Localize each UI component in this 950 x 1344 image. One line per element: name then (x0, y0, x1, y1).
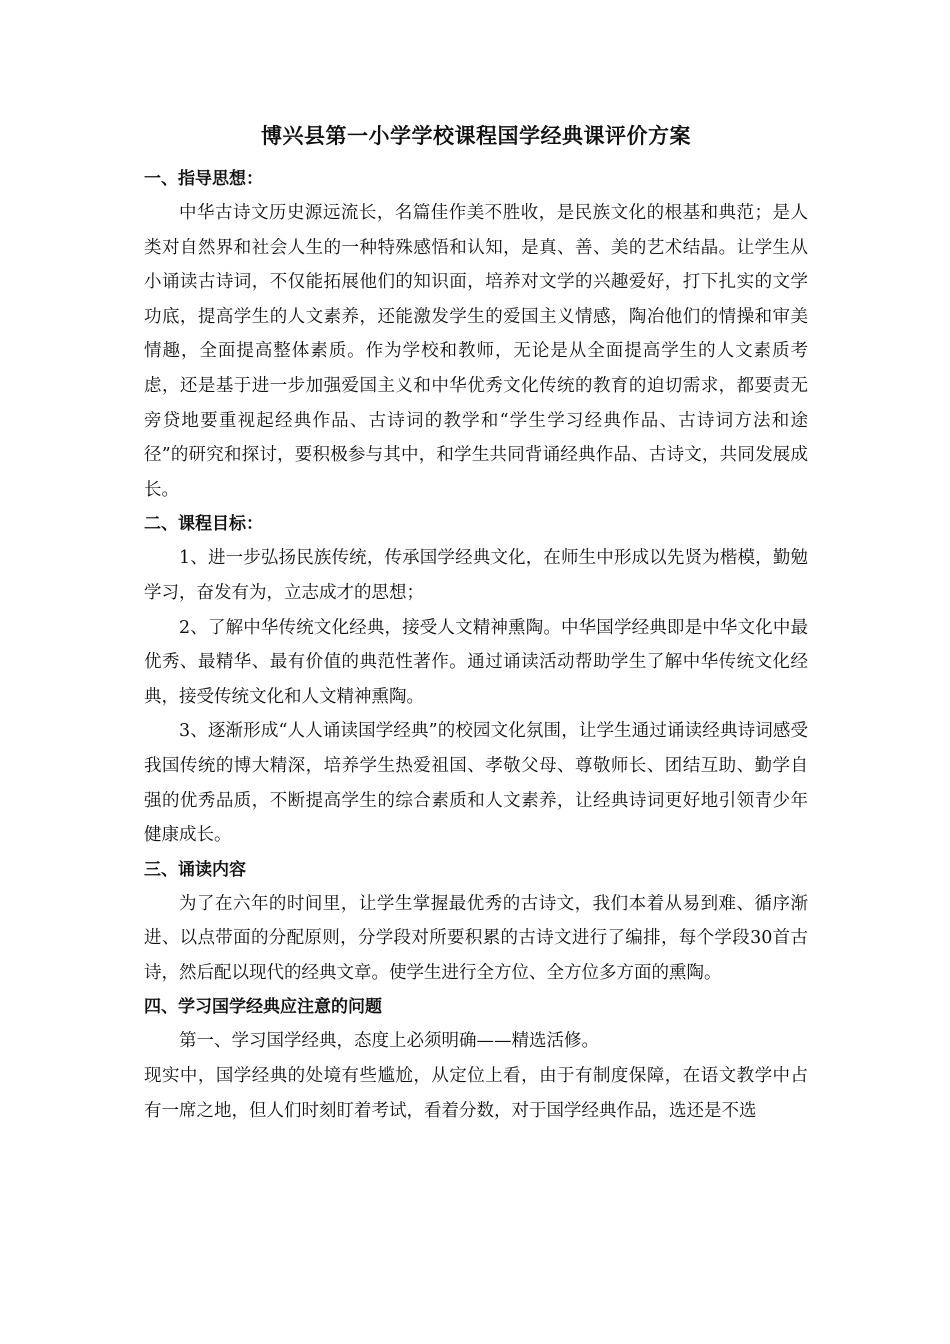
section-heading: 四、学习国学经典应注意的问题 (144, 997, 382, 1018)
section-heading: 一、指导思想： (144, 169, 263, 189)
body-paragraph: 2、了解中华传统文化经典，接受人文精神熏陶。中华国学经典即是中华文化中最优秀、最精华、最有价值的典范性著作。通过诵读活动帮助学生了解中华传统文化经典，接受传统文化和人文精神熏陶。 (144, 617, 808, 707)
section-heading: 二、课程目标： (144, 514, 263, 535)
body-paragraph: 第一、学习国学经典，态度上必须明确——精选活修。 (179, 1031, 599, 1052)
body-paragraph: 为了在六年的时间里，让学生掌握最优秀的古诗文，我们本着从易到难、循序渐进、以点带面的分配原则，分学段对所要积累的古诗文进行了编排，每个学段30首古诗，然后配以现代的经典文章。使学生进行全方位、全方位多方面的熏陶。 (144, 893, 808, 983)
document-page (144, 118, 808, 1128)
body-paragraph: 现实中，国学经典的处境有些尴尬，从定位上看，由于有制度保障，在语文教学中占有一席之地，但人们时刻盯着考试，看着分数，对于国学经典作品，选还是不选 (144, 1066, 808, 1121)
section-issues (144, 990, 808, 1128)
body-paragraph: 中华古诗文历史源远流长，名篇佳作美不胜收，是民族文化的根基和典范；是人类对自然界和社会人生的一种特殊感悟和认知，是真、善、美的艺术结晶。让学生从小诵读古诗词，不仅能拓展他们的知识面，培养对文学的兴趣爱好，打下扎实的文学功底，提高学生的人文素养，还能激发学生的爱国主义情感，陶冶他们的情操和审美情趣，全面提高整体素质。作为学校和教师，无论是从全面提高学生的人文素质考虑，还是基于进一步加强爱国主义和中华优秀文化传统的教育的迫切需求，都要责无旁贷地要重视起经典作品、古诗词的教学和“学生学习经典作品、古诗词方法和途径”的研究和探讨，要积极参与其中，和学生共同背诵经典作品、古诗文，共同发展成长。 (144, 203, 808, 500)
section-reading-content (144, 853, 808, 991)
document-title: 博兴县第一小学学校课程国学经典课评价方案 (261, 124, 691, 148)
body-paragraph: 1、进一步弘扬民族传统，传承国学经典文化，在师生中形成以先贤为楷模，勤勉学习，奋发有为，立志成才的思想； (144, 548, 808, 603)
section-course-goals (144, 507, 808, 852)
section-heading: 三、诵读内容 (144, 859, 246, 880)
body-paragraph: 3、逐渐形成“人人诵读国学经典”的校园文化氛围，让学生通过诵读经典诗词感受我国传统的博大精深，培养学生热爱祖国、孝敬父母、尊敬师长、团结互助、勤学自强的优秀品质，不断提高学生的综合素质和人文素养，让经典诗词更好地引领青少年健康成长。 (144, 721, 808, 846)
section-guiding-thought (144, 162, 808, 507)
